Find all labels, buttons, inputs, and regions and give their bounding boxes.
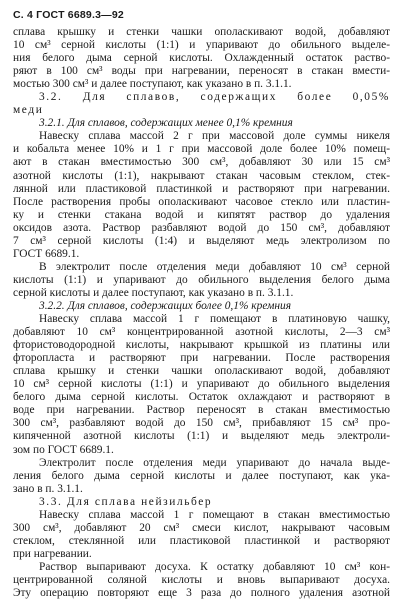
text-line: 3.2.2. Для сплавов, содержащих более 0,1% кремния (39, 299, 292, 312)
text-line: 300 см³, добавляют 20 см³ смеси кислот, накрывают часовым (13, 521, 390, 534)
text-line: мостью 300 см³ и далее поступают, как указано в п. 3.1.1. (13, 78, 292, 91)
text-line: 10 см³ серной кислоты (1:1) и упаривают до обильного выделения (13, 378, 390, 391)
text-line: После растворения пробы ополаскивают часовое стекло или пластин- (13, 195, 390, 208)
text-line: Навеску сплава массой 1 г помещают в платиновую чашку, (39, 313, 390, 326)
page-label: С. 4 ГОСТ 6689.3—92 (13, 9, 124, 21)
text-line: 300 см³, разбавляют водой до 150 см³, прибавляют 15 см³ про- (13, 417, 390, 430)
text-line: белого дыма серной кислоты. Остаток охлаждают и растворяют в (13, 391, 390, 404)
text-line: фторопласта и растворяют при нагревании. После растворения (13, 352, 390, 365)
text-line: Раствор выпаривают досуха. К остатку добавляют 10 см³ кон- (39, 560, 390, 573)
text-line: 10 см³ серной кислоты (1:1) и упаривают до обильного выделе- (13, 39, 390, 52)
text-line: ают в стакан вместимостью 300 см³, добавляют 30 или 15 см³ (13, 156, 390, 169)
text-line: азотной кислоты (1:1), накрывают стакан часовым стеклом, стек- (13, 169, 390, 182)
text-line: Навеску сплава массой 1 г помещают в стакан вместимостью (39, 508, 390, 521)
text-line: кипяченной азотной кислоты (1:1) и выделяют медь электроли- (13, 430, 390, 443)
text-line: добавляют 10 см³ концентрированной азотной кислоты, 2—3 см³ (13, 326, 390, 339)
text-line: ния белого дыма серной кислоты. Охлажденный остаток раство- (13, 52, 390, 65)
text-line: Электролит после отделения меди упаривают до начала выде- (39, 456, 390, 469)
text-line: меди (13, 104, 44, 117)
text-line: 3.2.1. Для сплавов, содержащих менее 0,1% кремния (39, 117, 293, 130)
text-line: В электролит после отделения меди добавляют 10 см³ серной (39, 260, 390, 273)
text-line: стеклом, стеклянной или пластиковой пластинкой и растворяют (13, 534, 390, 547)
text-line: при нагревании. (13, 547, 92, 560)
text-line: сплава крышку и стенки чашки ополаскивают водой, добавляют (13, 365, 390, 378)
text-line: 3.3. Для сплава нейзильбер (39, 495, 213, 508)
text-line: ления белого дыма серной кислоты и далее поступают, как ука- (13, 469, 390, 482)
text-line: зано в п. 3.1.1. (13, 482, 83, 495)
text-line: 7 см³ серной кислоты (1:4) и выделяют медь электролизом по (13, 234, 390, 247)
text-line: ряют в 100 см³ воды при нагревании, переносят в стакан вмести- (13, 65, 390, 78)
text-line: ГОСТ 6689.1. (13, 247, 80, 260)
text-line: центрированной соляной кислоты и вновь выпаривают досуха. (13, 573, 390, 586)
text-line: ку и стенки стакана водой и кипятят раствор до удаления (13, 208, 390, 221)
document-body (13, 26, 390, 600)
text-line: и кобальта менее 10% и 1 г при массовой доле более 10% помещ- (13, 143, 390, 156)
text-line: зом по ГОСТ 6689.1. (13, 443, 114, 456)
text-line: серной кислоты и далее поступают, как указано в п. 3.1.1. (13, 286, 294, 299)
text-line: оксидов азота. Раствор разбавляют водой до 150 см³, добавляют (13, 221, 390, 234)
text-line: Навеску сплава массой 2 г при массовой доле суммы никеля (39, 130, 390, 143)
text-line: 3.2. Для сплавов, содержащих более 0,05% (39, 91, 390, 104)
text-line: сплава крышку и стенки чашки ополаскивают водой, добавляют (13, 26, 390, 38)
text-line: кислоты (1:1) и упаривают до обильного выделения белого дыма (13, 273, 390, 286)
text-line: воде при нагревании. Раствор переносят в стакан вместимостью (13, 404, 390, 417)
text-line: Эту операцию повторяют еще 3 раза до полного удаления азотной (13, 587, 390, 600)
text-line: лянной или пластиковой пластинкой и растворяют при нагревании. (13, 182, 390, 195)
page-header (13, 8, 390, 22)
text-line: фтористоводородной кислоты, накрывают крышкой из платины или (13, 339, 390, 352)
